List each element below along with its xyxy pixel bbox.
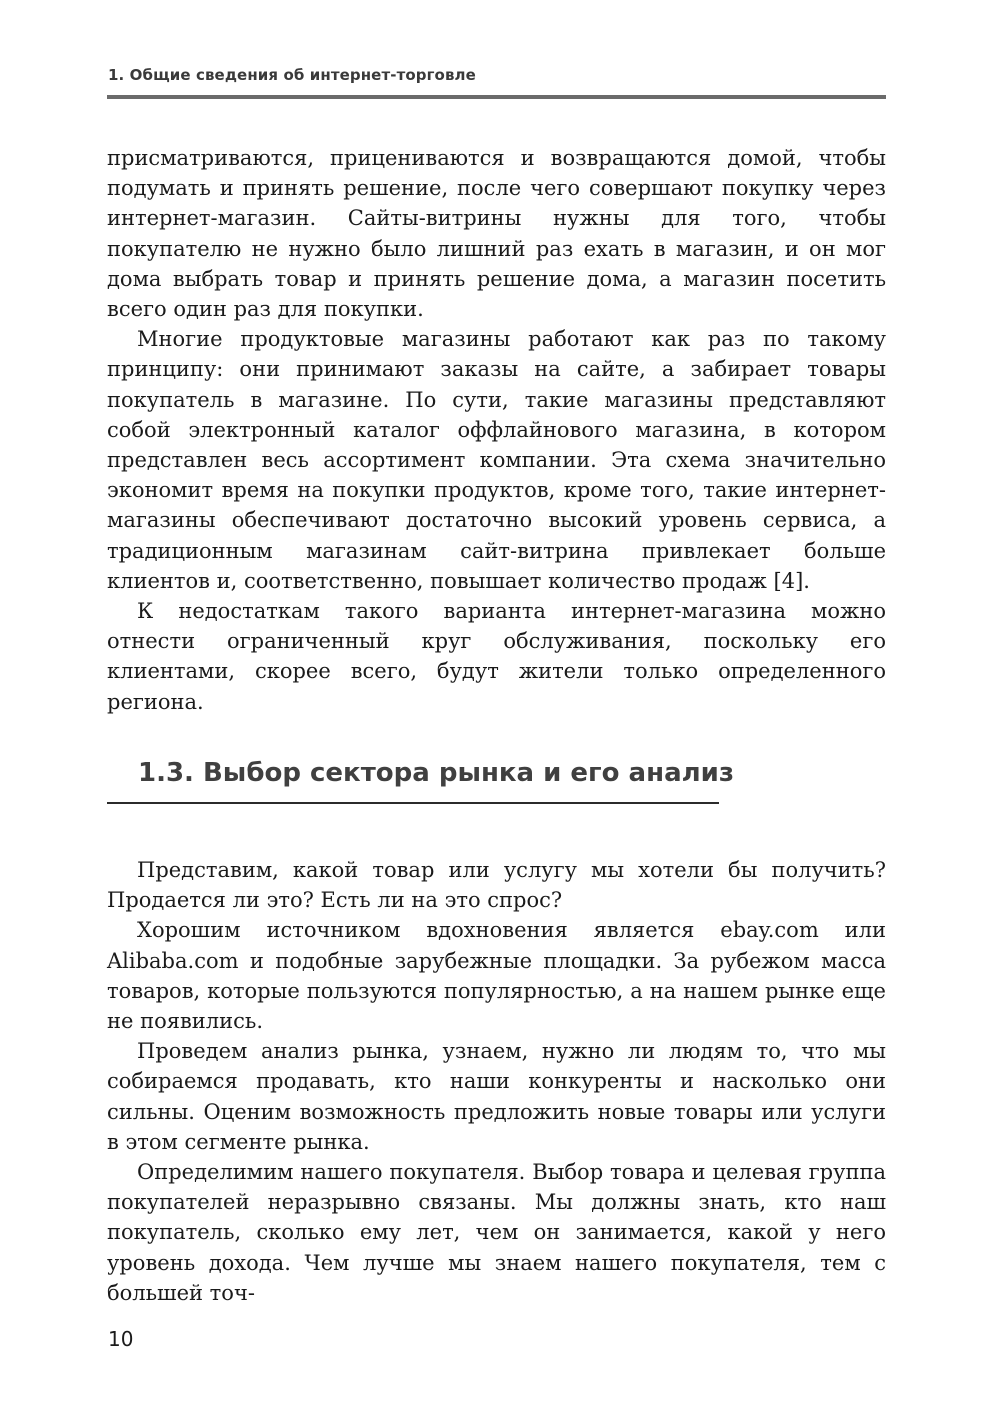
- section-heading: 1.3. Выбор сектора рынка и его анализ: [138, 758, 734, 788]
- section-text-block: [107, 855, 886, 1308]
- paragraph: Определимим нашего покупателя. Выбор товара и целевая группа покупателей неразрывно связаны. Мы должны знать, кто наш покупатель, сколько ему лет, чем он занимается, какой у него уровень дохода. Чем лучше мы знаем нашего покупателя, тем с большей точ-: [107, 1160, 886, 1305]
- paragraph: Многие продуктовые магазины работают как раз по такому принципу: они принимают заказы на сайте, а забирает товары покупатель в магазине. По сути, такие магазины представляют собой электронный каталог оффлайнового магазина, в котором представлен весь ассортимент компании. Эта схема значительно экономит время на покупки продуктов, кроме того, такие интернет-магазины обеспечивают достаточно высокий уровень сервиса, а традиционным магазинам сайт-витрина привлекает больше клиентов и, соответственно, повышает количество продаж [4].: [107, 327, 886, 593]
- paragraph: Представим, какой товар или услугу мы хотели бы получить? Продается ли это? Есть ли на это спрос?: [107, 858, 886, 913]
- paragraph: Проведем анализ рынка, узнаем, нужно ли людям то, что мы собираемся продавать, кто наши конкуренты и насколько они сильны. Оценим возможность предложить новые товары или услуги в этом сегменте рынка.: [107, 1039, 886, 1154]
- paragraph: Хорошим источником вдохновения является ebay.com или Alibaba.com и подобные зарубежные площадки. За рубежом масса товаров, которые пользуются популярностью, а на нашем рынке еще не появились.: [107, 918, 886, 1034]
- running-header: 1. Общие сведения об интернет-торговле: [108, 66, 476, 84]
- paragraph-continuation: присматриваются, прицениваются и возвращаются домой, чтобы подумать и принять решение, после чего совершают покупку через интернет-магазин. Сайты-витрины нужны для того, чтобы покупателю не нужно было лишний раз ехать в магазин, и он мог дома выбрать товар и принять решение дома, а магазин посетить всего один раз для покупки.: [107, 146, 886, 322]
- paragraph: К недостаткам такого варианта интернет-магазина можно отнести ограниченный круг обслуживания, поскольку его клиентами, скорее всего, будут жители только определенного региона.: [107, 599, 886, 714]
- page-number: 10: [108, 1327, 134, 1351]
- header-rule: [107, 95, 886, 99]
- top-text-block: [107, 143, 886, 717]
- section-heading-rule: [107, 802, 719, 804]
